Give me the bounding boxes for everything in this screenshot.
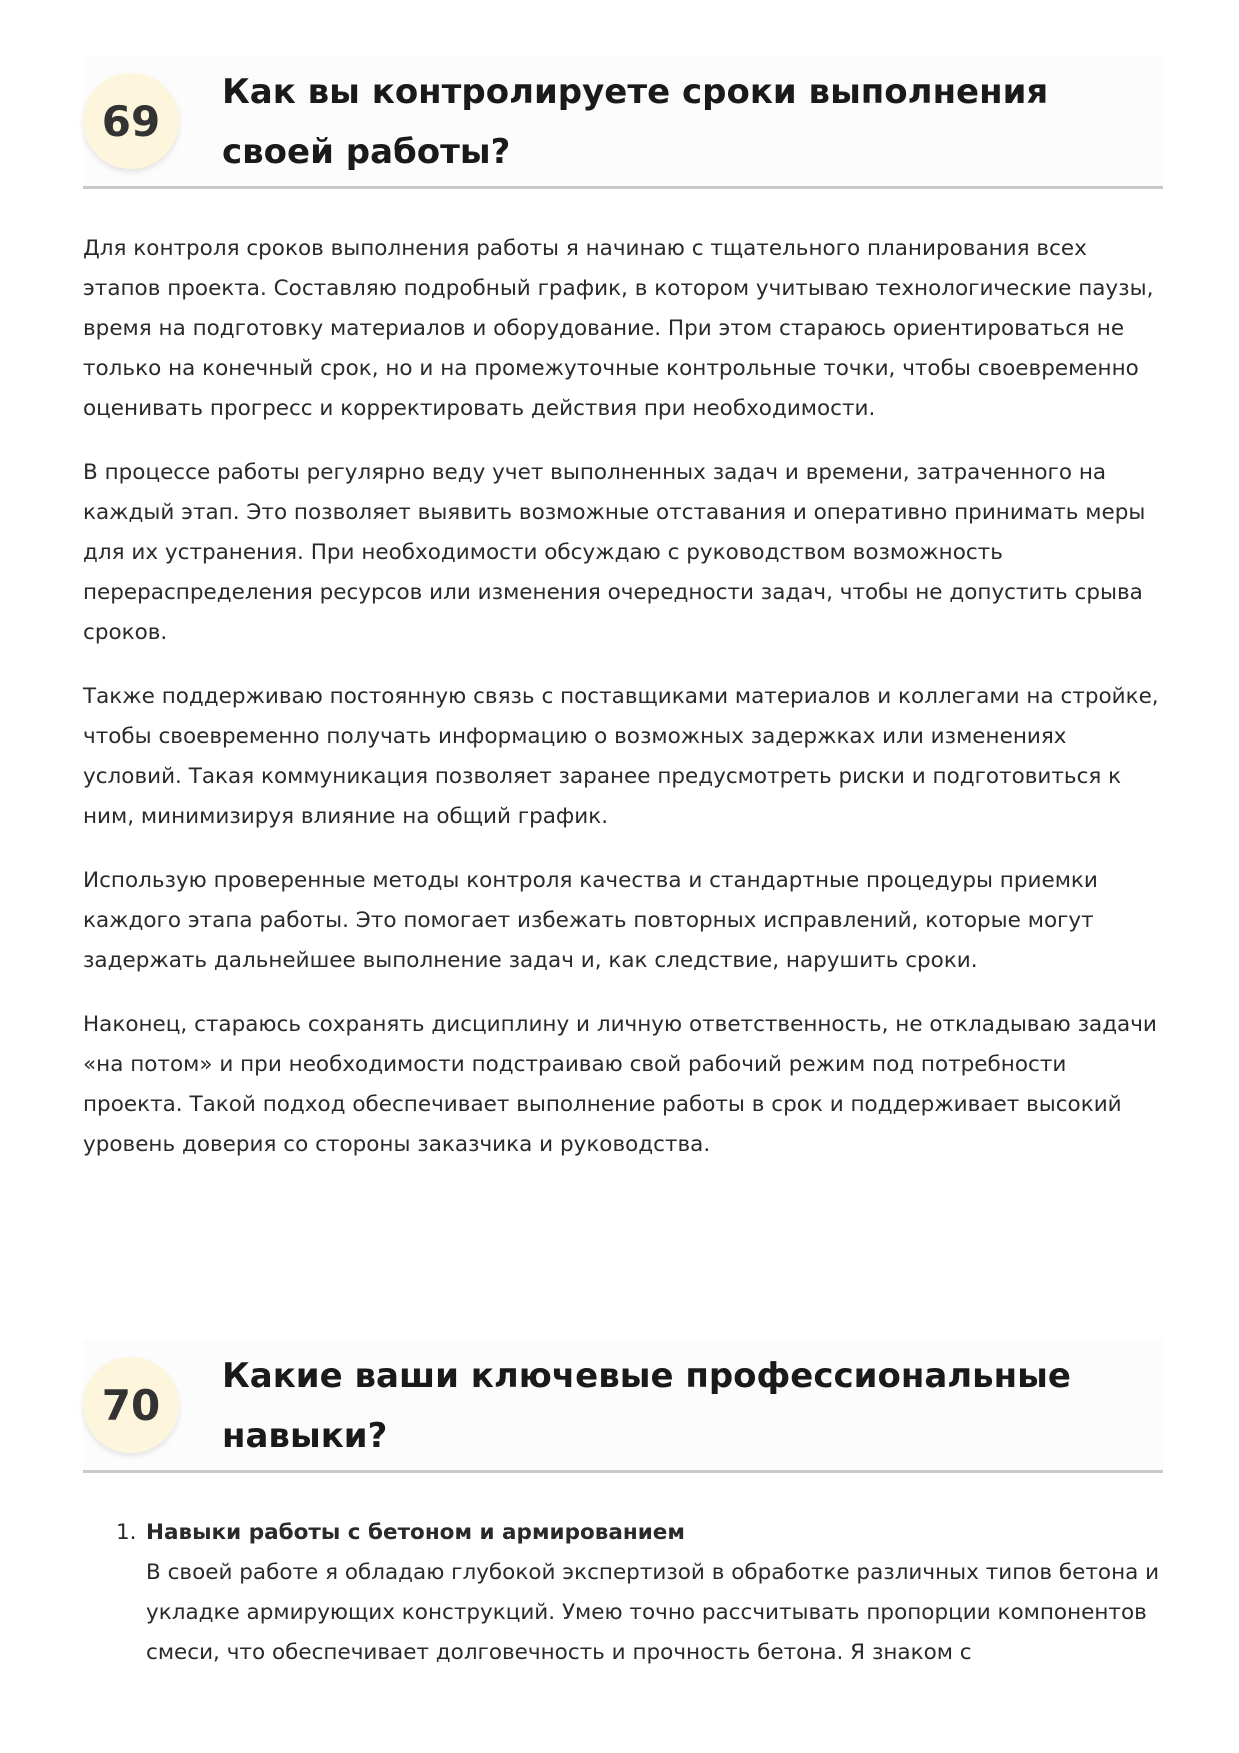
list-item (83, 1513, 1168, 1673)
question-number: 70 (101, 1380, 161, 1430)
question-number: 69 (101, 96, 161, 146)
question-title: Какие ваши ключевые профессиональные навыки? (222, 1356, 1071, 1456)
list-item-text: В своей работе я обладаю глубокой экспертизой в обработке различных типов бетона и укладке армирующих конструкций. Умею точно рассчитывать пропорции компонентов смеси, что обеспечивает долговечность и прочность бетона. Я знаком с (146, 1560, 1160, 1665)
answer-paragraph: Также поддерживаю постоянную связь с поставщиками материалов и коллегами на стройке, чтобы своевременно получать информацию о возможных задержках или изменениях условий. Такая коммуникация позволяет заранее предусмотреть риски и подготовиться к ним, минимизируя влияние на общий график. (83, 684, 1159, 829)
question-header-70 (83, 1340, 1163, 1473)
answer-paragraph: В процессе работы регулярно веду учет выполненных задач и времени, затраченного на каждый этап. Это позволяет выявить возможные отставания и оперативно принимать меры для их устранения. При необходимости обсуждаю с руководством возможность перераспределения ресурсов или изменения очередности задач, чтобы не допустить срыва сроков. (83, 460, 1146, 645)
answer-paragraph: Наконец, стараюсь сохранять дисциплину и личную ответственность, не откладываю задачи «на потом» и при необходимости подстраиваю свой рабочий режим под потребности проекта. Такой подход обеспечивает выполнение работы в срок и поддерживает высокий уровень доверия со стороны заказчика и руководства. (83, 1012, 1157, 1157)
answer-body-69 (83, 229, 1168, 1189)
answer-paragraph: Для контроля сроков выполнения работы я начинаю с тщательного планирования всех этапов проекта. Составляю подробный график, в котором учитываю технологические паузы, время на подготовку материалов и оборудование. При этом стараюсь ориентироваться не только на конечный срок, но и на промежуточные контрольные точки, чтобы своевременно оценивать прогресс и корректировать действия при необходимости. (83, 236, 1154, 421)
question-title: Как вы контролируете сроки выполнения своей работы? (222, 72, 1049, 172)
answer-paragraph: Использую проверенные методы контроля качества и стандартные процедуры приемки каждого этапа работы. Это помогает избежать повторных исправлений, которые могут задержать дальнейшее выполнение задач и, как следствие, нарушить сроки. (83, 868, 1098, 973)
list-item-number: 1. (116, 1520, 137, 1545)
question-header-69 (83, 56, 1163, 189)
list-item-title: Навыки работы с бетоном и армированием (146, 1520, 685, 1545)
question-number-badge (83, 73, 179, 169)
skills-list (83, 1513, 1168, 1673)
question-number-badge (83, 1357, 179, 1453)
